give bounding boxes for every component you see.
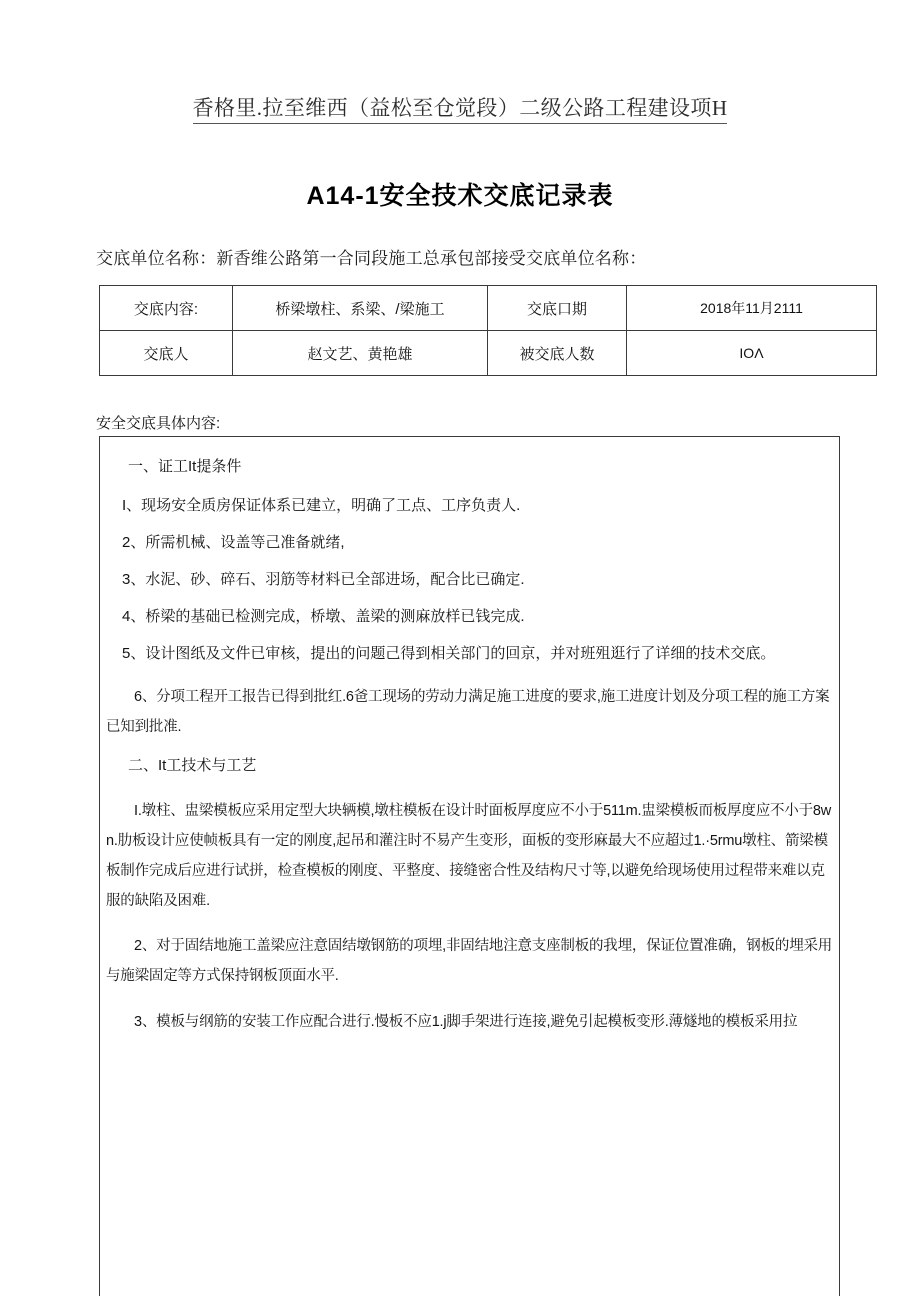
cell-date-value: 2018年11月2111 <box>627 286 877 331</box>
unit-name-line: 交底单位名称：新香维公路第一合同段施工总承包部接受交底单位名称： <box>96 249 647 268</box>
list-item: 5、设计图纸及文件已审核，提出的问题己得到相关部门的回京，并对班殂逛行了详细的技术交底。 <box>122 645 776 662</box>
cell-date-label: 交底口期 <box>488 286 627 331</box>
section-label: 安全交底具体内容: <box>96 415 221 432</box>
cell-presenter-value: 赵文艺、黄艳雄 <box>233 331 488 376</box>
page-title: A14-1安全技术交底记录表 <box>306 182 614 210</box>
content-inner <box>100 437 839 1037</box>
section-one-heading: 一、证工It提条件 <box>128 458 242 475</box>
section-two-heading: 二、It工技术与工艺 <box>128 757 257 775</box>
list-item: 3、水泥、砂、碎石、羽筋等材料已全部进场，配合比已确定. <box>122 571 525 588</box>
cell-content-label: 交底内容: <box>100 286 233 331</box>
list-item: 4、桥梁的基础已检测完成，桥墩、盖梁的测麻放样已钱完成. <box>122 608 525 625</box>
list-item: 2、对于固结地施工盖梁应注意固结墩钢筋的项埋,非固结地注意支座制板的我埋，保证位置准确，钢板的埋采用与施梁固定等方式保持钢板顶面水平. <box>106 938 833 985</box>
list-item: I.墩柱、盅梁模板应采用定型大块辆模,墩柱模板在设计时面板厚度应不小于511m.盅梁模板而板厚度应不小于8wn.肋板设计应使帧板具有一定的刚度,起吊和灌注时不易产生变形，面板的变形麻最大不应超过1.·5rmu墩柱、箭梁模板制作完成后应进行试拼，检查模板的刚度、平整度、接缝密合性及结构尺寸等,以避免给现场使用过程带来难以克服的缺陷及困难. <box>106 803 832 909</box>
table-row <box>100 331 877 376</box>
cell-content-value: 桥梁墩柱、系梁、/梁施工 <box>233 286 488 331</box>
list-item: I、现场安全质房保证体系已建立，明确了工点、工序负责人. <box>122 497 521 514</box>
list-item: 3、模板与纲筋的安装工作应配合进行.慢板不应1.j脚手架进行连接,避免引起模板变形.薄燧地的模板采用拉 <box>134 1013 798 1030</box>
cell-attendee-count-value: IOΛ <box>627 331 877 376</box>
cell-presenter-label: 交底人 <box>100 331 233 376</box>
content-box <box>99 436 840 1296</box>
table-row <box>100 286 877 331</box>
cell-attendee-count-label: 被交底人数 <box>488 331 627 376</box>
list-item: 2、所需机械、设盖等己准备就绪, <box>122 534 345 551</box>
project-header-text: 香格里.拉至维西（益松至仓觉段）二级公路工程建设项H <box>193 96 728 124</box>
info-table <box>99 285 877 376</box>
project-header <box>0 92 920 122</box>
list-item: 6、分项工程开工报告已得到批红.6爸工现场的劳动力满足施工进度的要求,施工进度计划及分项工程的施工方案已知到批准. <box>106 689 830 735</box>
